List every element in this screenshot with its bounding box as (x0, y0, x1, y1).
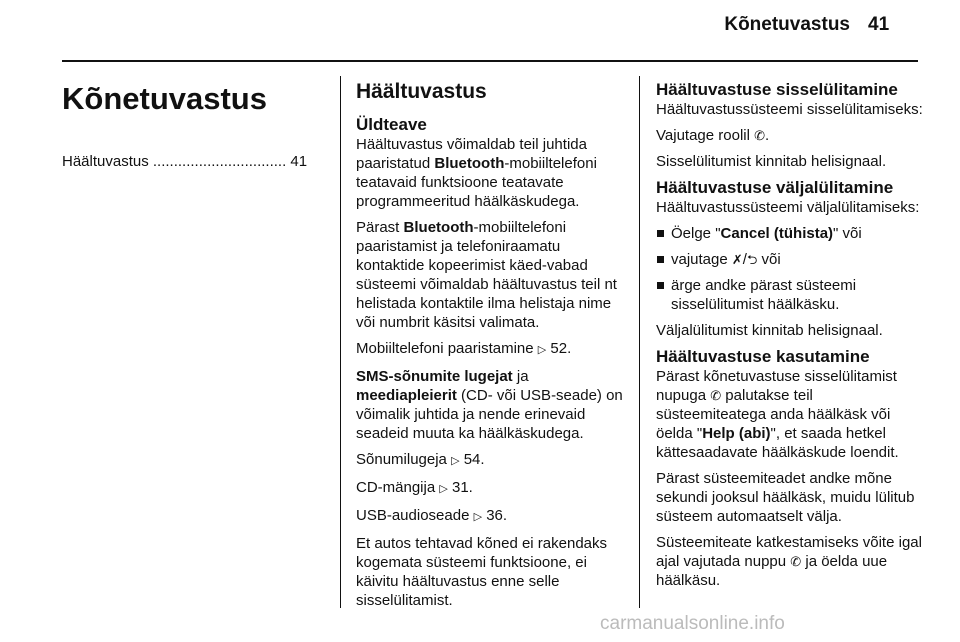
subsection-heading-off: Häältuvastuse väljalülitamine (656, 178, 894, 197)
content-column-1 (356, 80, 626, 617)
subsection-heading: Üldteave (356, 115, 427, 134)
page-ref-triangle-icon: ▷ (537, 344, 547, 356)
list-item: vajutage ✗/⮌ või (656, 250, 926, 269)
voice-icon: ✆ (754, 128, 766, 143)
column-divider-2 (639, 76, 640, 608)
back-arrow-icon: ⮌ (746, 252, 758, 267)
off-intro: Häältuvastussüsteemi väljalülitamiseks: (656, 199, 920, 216)
column-divider-1 (340, 76, 341, 608)
page-ref-triangle-icon: ▷ (473, 511, 483, 523)
page-ref-triangle-icon: ▷ (439, 483, 448, 495)
media-paragraph: SMS-sõnumite lugejat ja meediapleierit (CD- või USB-seade) on võimalik juhtida ja nende erinevaid seadeid muuta ka häälkäskudega. (356, 368, 623, 442)
toc-page: 41 (290, 153, 308, 170)
toc-label: Häältuvastus (62, 153, 149, 170)
voice-icon: ✆ (790, 554, 802, 569)
subsection-heading-on: Häältuvastuse sisselülitamine (656, 80, 898, 99)
use-paragraph-1: Pärast kõnetuvastuse sisselülitamist nupuga ✆ palutakse teil süsteemiteatega anda häälkäsk või öelda "Help (abi)", et saada hetkel kättesaadavate häälkäskude loendit. (656, 368, 899, 461)
voice-icon: ✆ (710, 388, 722, 403)
use-paragraph-2: Pärast süsteemiteadet andke mõne sekundi jooksul häälkäsk, muidu lülitub süsteem automaatselt välja. (656, 470, 915, 525)
header-rule (62, 60, 918, 62)
content-column-2 (656, 80, 926, 597)
toc-dots: ................................ (148, 153, 291, 170)
toc-entry[interactable] (62, 152, 322, 171)
toc-column (62, 80, 322, 171)
activation-note: Et autos tehtavad kõned ei rakendaks kogemata süsteemi funktsioone, ei käivitu häältuvastus enne selle sisselülitamist. (356, 535, 608, 609)
list-item: ärge andke pärast süsteemi sisselülitumist häälkäsku. (656, 276, 926, 314)
page-ref-triangle-icon: ▷ (451, 455, 460, 467)
section-heading: Häältuvastus (356, 80, 487, 103)
watermark: carmanualsonline.info (600, 613, 785, 634)
pairing-paragraph: Pärast Bluetooth-mobiiltelefoni paaristamist ja telefoniraamatu kontaktide kopeerimist käed-vabad süsteemi võimaldab häältuvastus teil nt helistada kontaktile ilma helistaja nime või numbrit käsitsi valimata. (356, 219, 617, 331)
on-step: Vajutage roolil ✆. (656, 127, 770, 144)
pairing-ref[interactable]: Mobiiltelefoni paaristamine ▷ 52. (356, 339, 626, 360)
list-item: Öelge "Cancel (tühista)" või (656, 224, 926, 243)
sms-ref[interactable]: Sõnumilugeja ▷ 54. (356, 450, 626, 471)
subsection-heading-use: Häältuvastuse kasutamine (656, 347, 870, 366)
page-number: 41 (868, 14, 890, 35)
usb-ref[interactable]: USB-audioseade ▷ 36. (356, 506, 626, 527)
cd-ref[interactable]: CD-mängija ▷ 31. (356, 478, 626, 499)
on-intro: Häältuvastussüsteemi sisselülitamiseks: (656, 101, 923, 118)
header-title: Kõnetuvastus (724, 14, 850, 35)
intro-paragraph: Häältuvastus võimaldab teil juhtida paaristatud Bluetooth-mobiiltelefoni teatavaid funktsioone teatavate programmeeritud häälkäskudega. (356, 136, 597, 210)
off-list (656, 224, 926, 314)
chapter-title: Kõnetuvastus (62, 81, 267, 116)
mute-icon: ✗ (731, 252, 743, 267)
off-confirm: Väljalülitumist kinnitab helisignaal. (656, 322, 883, 339)
use-paragraph-3: Süsteemiteate katkestamiseks võite igal ajal vajutada nuppu ✆ ja öelda uue häälkäsu. (656, 534, 922, 589)
on-confirm: Sisselülitumist kinnitab helisignaal. (656, 153, 887, 170)
